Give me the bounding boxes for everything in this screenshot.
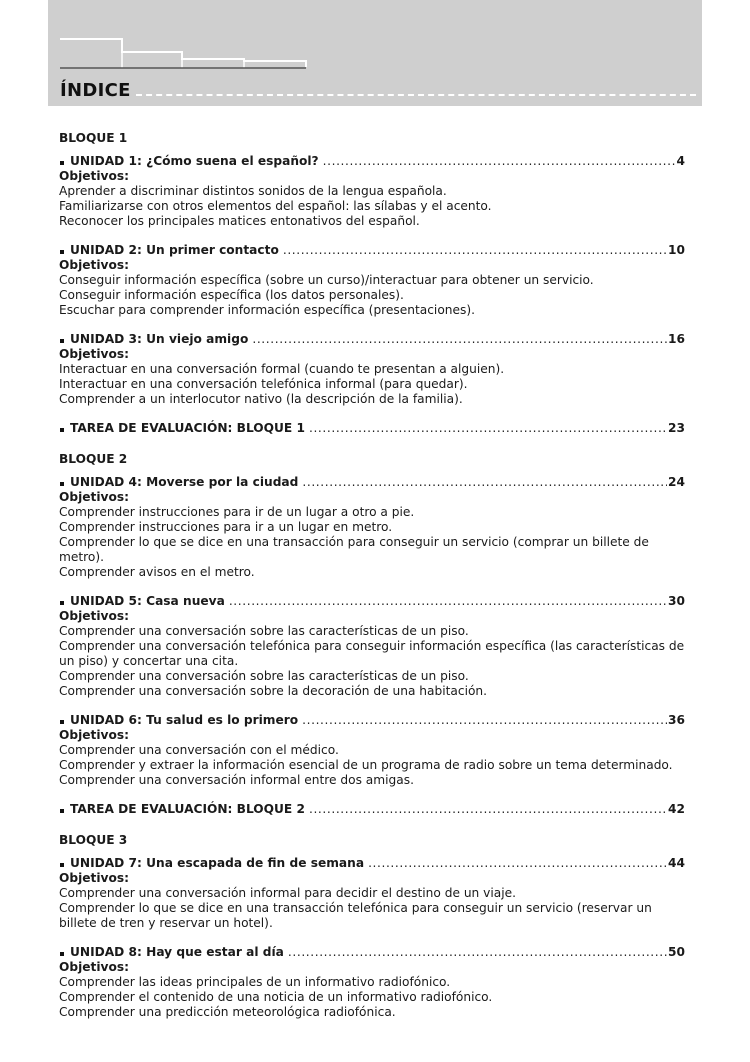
unit-title[interactable]: UNIDAD 5: Casa nueva — [70, 594, 225, 608]
title-dash-divider — [136, 94, 696, 96]
evaluation-task-entry — [59, 421, 685, 436]
unit-page-number: 10 — [668, 243, 685, 257]
dot-leader — [368, 856, 667, 871]
unit-heading[interactable] — [59, 475, 685, 490]
objective-item: Comprender a un interlocutor nativo (la descripción de la familia). — [59, 392, 463, 406]
dot-leader — [302, 475, 667, 490]
unit-title[interactable]: UNIDAD 8: Hay que estar al día — [70, 945, 284, 959]
unit-entry — [59, 856, 685, 931]
unit-title[interactable]: UNIDAD 7: Una escapada de fin de semana — [70, 856, 365, 870]
bullet-icon — [60, 161, 64, 165]
unit-entry — [59, 243, 685, 318]
objectives-label: Objetivos: — [59, 258, 129, 272]
objective-item: Conseguir información específica (sobre un curso)/interactuar para obtener un servicio. — [59, 273, 594, 287]
bullet-icon — [60, 863, 64, 867]
unit-title[interactable]: UNIDAD 1: ¿Cómo suena el español? — [70, 154, 319, 168]
table-of-contents — [59, 131, 685, 1034]
dot-leader — [283, 243, 667, 258]
bullet-icon — [60, 601, 64, 605]
objective-item: Reconocer los principales matices entonativos del español. — [59, 214, 420, 228]
objective-item: Comprender instrucciones para ir a un lugar en metro. — [59, 520, 393, 534]
objectives-label: Objetivos: — [59, 728, 129, 742]
objective-item: Aprender a discriminar distintos sonidos de la lengua española. — [59, 184, 447, 198]
tarea-heading[interactable] — [59, 421, 685, 436]
unit-title[interactable]: UNIDAD 3: Un viejo amigo — [70, 332, 249, 346]
objective-item: Comprender instrucciones para ir de un lugar a otro a pie. — [59, 505, 415, 519]
objective-item: Comprender una conversación telefónica para conseguir información específica (las características de un piso) y concertar una cita. — [59, 639, 685, 668]
bloque-heading: BLOQUE 3 — [59, 833, 128, 847]
objectives-label: Objetivos: — [59, 871, 129, 885]
objective-item: Comprender una conversación con el médico. — [59, 743, 339, 757]
dot-leader — [302, 713, 667, 728]
unit-page-number: 50 — [668, 945, 685, 959]
unit-heading[interactable] — [59, 243, 685, 258]
unit-entry — [59, 594, 685, 699]
dot-leader — [288, 945, 667, 960]
page-title: ÍNDICE — [60, 80, 131, 101]
tarea-title[interactable]: TAREA DE EVALUACIÓN: BLOQUE 2 — [70, 802, 305, 816]
objective-item: Interactuar en una conversación formal (cuando te presentan a alguien). — [59, 362, 505, 376]
dot-leader — [229, 594, 667, 609]
unit-entry — [59, 713, 685, 788]
unit-page-number: 44 — [668, 856, 685, 870]
objectives-label: Objetivos: — [59, 960, 129, 974]
step-lines-decoration — [60, 38, 310, 70]
unit-title[interactable]: UNIDAD 2: Un primer contacto — [70, 243, 279, 257]
objective-item: Escuchar para comprender información específica (presentaciones). — [59, 303, 475, 317]
objective-item: Comprender avisos en el metro. — [59, 565, 255, 579]
unit-entry — [59, 332, 685, 407]
unit-entry — [59, 945, 685, 1020]
objective-item: Comprender las ideas principales de un informativo radiofónico. — [59, 975, 451, 989]
bloque-heading: BLOQUE 1 — [59, 131, 128, 145]
bullet-icon — [60, 428, 64, 432]
objectives-label: Objetivos: — [59, 609, 129, 623]
unit-heading[interactable] — [59, 332, 685, 347]
bullet-icon — [60, 250, 64, 254]
objective-item: Comprender una predicción meteorológica radiofónica. — [59, 1005, 396, 1019]
unit-page-number: 24 — [668, 475, 685, 489]
unit-title[interactable]: UNIDAD 6: Tu salud es lo primero — [70, 713, 299, 727]
unit-entry — [59, 154, 685, 229]
bullet-icon — [60, 482, 64, 486]
objective-item: Familiarizarse con otros elementos del español: las sílabas y el acento. — [59, 199, 492, 213]
unit-page-number: 16 — [668, 332, 685, 346]
unit-title[interactable]: UNIDAD 4: Moverse por la ciudad — [70, 475, 299, 489]
objective-item: Comprender y extraer la información esencial de un programa de radio sobre un tema determinado. — [59, 758, 673, 772]
bullet-icon — [60, 720, 64, 724]
unit-heading[interactable] — [59, 154, 685, 169]
objective-item: Comprender una conversación informal entre dos amigas. — [59, 773, 414, 787]
bloque-heading: BLOQUE 2 — [59, 452, 128, 466]
bullet-icon — [60, 339, 64, 343]
objective-item: Comprender una conversación sobre la decoración de una habitación. — [59, 684, 488, 698]
objective-item: Comprender una conversación sobre las características de un piso. — [59, 669, 469, 683]
tarea-heading[interactable] — [59, 802, 685, 817]
unit-page-number: 30 — [668, 594, 685, 608]
tarea-title[interactable]: TAREA DE EVALUACIÓN: BLOQUE 1 — [70, 421, 305, 435]
title-row — [60, 80, 696, 102]
unit-heading[interactable] — [59, 945, 685, 960]
tarea-page-number: 23 — [668, 421, 685, 435]
bullet-icon — [60, 809, 64, 813]
dot-leader — [309, 802, 667, 817]
objective-item: Comprender lo que se dice en una transacción para conseguir un servicio (comprar un billete de metro). — [59, 535, 649, 564]
objectives-label: Objetivos: — [59, 169, 129, 183]
dot-leader — [323, 154, 676, 169]
unit-heading[interactable] — [59, 594, 685, 609]
dot-leader — [309, 421, 667, 436]
bullet-icon — [60, 952, 64, 956]
tarea-page-number: 42 — [668, 802, 685, 816]
unit-entry — [59, 475, 685, 580]
objective-item: Interactuar en una conversación telefónica informal (para quedar). — [59, 377, 468, 391]
objective-item: Comprender una conversación informal para decidir el destino de un viaje. — [59, 886, 516, 900]
objective-item: Comprender una conversación sobre las características de un piso. — [59, 624, 469, 638]
dot-leader — [252, 332, 667, 347]
objectives-label: Objetivos: — [59, 347, 129, 361]
objective-item: Comprender lo que se dice en una transacción telefónica para conseguir un servicio (reservar un billete de tren y reservar un hotel). — [59, 901, 652, 930]
index-header — [48, 0, 702, 106]
objective-item: Comprender el contenido de una noticia de un informativo radiofónico. — [59, 990, 493, 1004]
evaluation-task-entry — [59, 802, 685, 817]
objectives-label: Objetivos: — [59, 490, 129, 504]
unit-page-number: 36 — [668, 713, 685, 727]
unit-heading[interactable] — [59, 856, 685, 871]
unit-page-number: 4 — [676, 154, 685, 168]
objective-item: Conseguir información específica (los datos personales). — [59, 288, 404, 302]
unit-heading[interactable] — [59, 713, 685, 728]
